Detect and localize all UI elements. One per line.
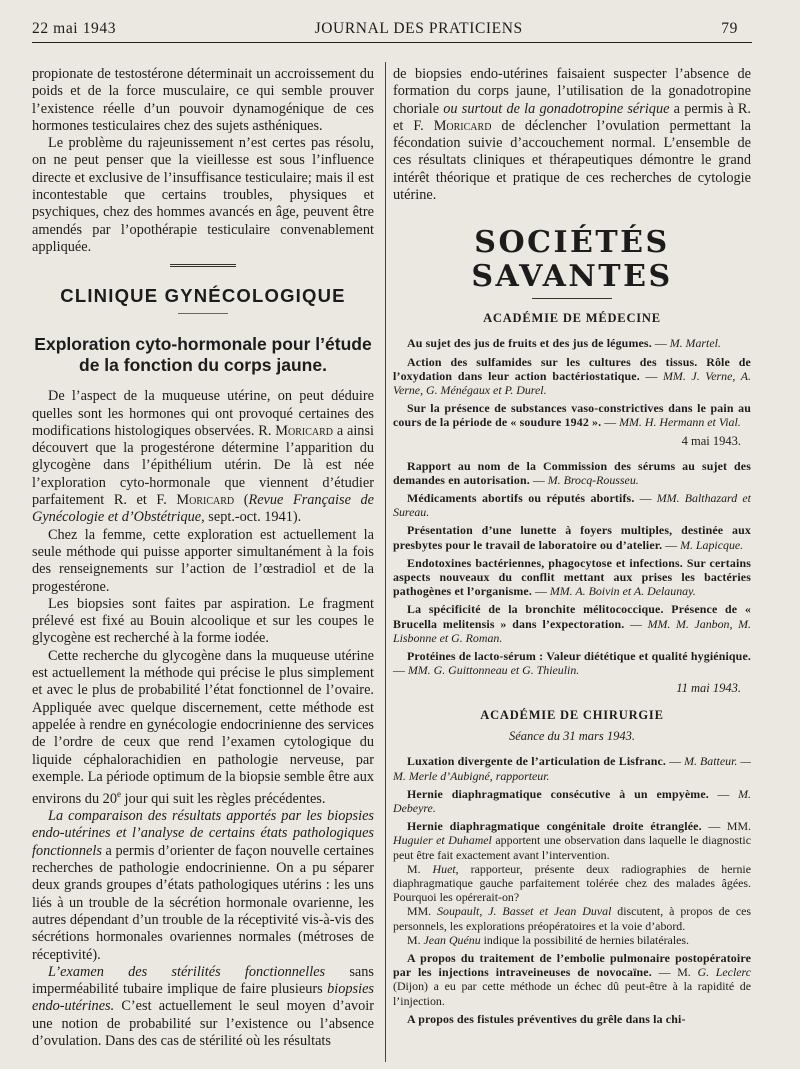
list-item: MM. Soupault, J. Basset et Jean Duval discutent, à propos de ces personnels, les explorations préopératoires et la voie d’abord.	[393, 904, 752, 933]
journal-title: JOURNAL DES PRATICIENS	[314, 20, 523, 37]
article-paragraph-5: La comparaison des résultats apportés par les biopsies endo-utérines et l’analyse de certains états pathologiques fonctionnels a permis d’orienter de façon nouvelle certaines recherches de pathologie endocrinienne. On a pu séparer deux grands groupes d’états pathologiques utérins : les uns liés à un trouble de la sécrétion hormonale ovarienne, les autres dépendant d’un trouble de la réceptivité vis-à-vis des sécrétions hormonales ovariennes normales (métroses de réceptivité).	[32, 808, 374, 963]
page-number: 79	[721, 20, 738, 37]
left-column	[32, 66, 374, 1050]
list-item: Au sujet des jus de fruits et des jus de légumes. — M. Martel.	[407, 336, 721, 351]
list-item: Hernie diaphragmatique consécutive à un empyème. — M. Debeyre.	[393, 786, 751, 816]
seance-date: Séance du 31 mars 1943.	[508, 729, 636, 744]
list-item: Endotoxines bactériennes, phagocytose et infections. Sur certains aspects nouveaux du conflit mettant aux prises les bactéries pathogènes et l’organisme. — MM. A. Boivin et A. Delaunay.	[393, 555, 751, 599]
list-item: Action des sulfamides sur les cultures des tissus. Rôle de l’oxydation dans leur action bactériostatique. — MM. J. Verne, A. Verne, G. Ménégaux et P. Durel.	[393, 354, 751, 397]
list-item: A propos du traitement de l’embolie pulmonaire postopératoire par les injections intraveineuses de novocaïne. — M. G. Leclerc (Dijon) a eu par cette méthode un échec dû peut-être à la rapidité de l’injection.	[393, 951, 752, 1008]
header-rule	[32, 42, 752, 43]
societes-heading: SOCIÉTÉS SAVANTES	[471, 225, 673, 295]
chirurgie-session	[393, 754, 751, 1026]
author-name: Moricard	[275, 422, 333, 439]
section-underline	[178, 313, 228, 314]
medecine-session-2	[393, 459, 751, 678]
right-column	[393, 66, 751, 1030]
continued-paragraph: de biopsies endo-utérines faisaient suspecter l’absence de formation du corps jaune, l’utilisation de la gonadotropine choriale ou surtout de la gonadotropine sérique a permis à R. et F. Moricard de déclencher l’ovulation permettant la fécondation suivie d’accouchement normal. L’ensemble de ces résultats cliniques et thérapeutiques démontre le grand intérêt théorique et pratique de ces recherches de cytologie utérine.	[393, 66, 751, 204]
intro-paragraph-2: Le problème du rajeunissement n’est certes pas résolu, on ne peut penser que la vieillesse est sous l’influence directe et exclusive de l’insuffisance testiculaire; mais il est incontestable que certains troubles, physiques et psychiques, chez des hommes avancés en âge, peuvent être amendés par l’opothérapie testiculaire convenablement appliquée.	[32, 135, 374, 255]
reference: Revue Française de Gynécologie et d’Obstétrique	[32, 492, 375, 526]
article-paragraph-1: De l’aspect de la muqueuse utérine, on peut déduire quelles sont les hormones qui ont provoqué certaines des modifications histologiques observées. R. Moricard a ainsi découvert que la progestérone détermine l’apparition du glycogène dans l’épithélium utérin. De là est née l’exploration cyto-hormonale que viennent d’étudier parfaitement R. et F. Moricard (Revue Française de Gynécologie et d’Obstétrique, sept.-oct. 1941).	[32, 388, 375, 526]
section-separator	[170, 264, 236, 267]
list-item: Sur la présence de substances vaso-constrictives dans le pain au cours de la période de « soudure 1942 ». — MM. H. Hermann et Vial.	[393, 401, 751, 430]
list-item: Présentation d’une lunette à foyers multiples, destinée aux presbytes pour le travail de laboratoire ou d’atelier. — M. Lapicque.	[393, 523, 751, 552]
list-item: La spécificité de la bronchite mélitococcique. Présence de « Brucella melitensis » dans l’expectoration. — MM. M. Janbon, M. Lisbonne et G. Roman.	[393, 602, 751, 645]
article-paragraph-3: Les biopsies sont faites par aspiration. Le fragment prélevé est fixé au Bouin alcoolique et sur les coupes le glycogène est recherché à la forme iodée.	[32, 595, 374, 647]
academie-medecine-heading: ACADÉMIE DE MÉDECINE	[483, 311, 661, 326]
session-date: 4 mai 1943.	[681, 433, 741, 448]
list-item: Médicaments abortifs ou réputés abortifs. — MM. Balthazard et Sureau.	[393, 491, 751, 520]
author-name: Moricard	[176, 492, 235, 509]
list-item: Protéines de lacto-sérum : Valeur diététique et qualité hygiénique. — MM. G. Guittonneau et G. Thieulin.	[393, 649, 751, 678]
section-heading: CLINIQUE GYNÉCOLOGIQUE	[60, 285, 346, 307]
list-item: Luxation divergente de l’articulation de Lisfranc. — M. Batteur. — M. Merle d’Aubigné, rapporteur.	[393, 754, 751, 783]
list-item: M. Huet, rapporteur, présente deux radiographies de hernie diaphragmatique gauche parfaitement tolérée chez des malades âgées. Pourquoi les opérerait-on?	[393, 861, 751, 905]
column-divider	[385, 62, 386, 1062]
article-paragraph-6: L’examen des stérilités fonctionnelles sans imperméabilité tubaire implique de faire plusieurs biopsies endo-utérines. C’est actuellement le seul moyen d’avoir une notion de probabilité sur l’existence ou l’absence d’ovulation. Dans des cas de stérilité où les résultats	[32, 963, 374, 1050]
medecine-session-1	[393, 336, 751, 429]
academie-chirurgie-heading: ACADÉMIE DE CHIRURGIE	[480, 708, 664, 723]
societes-underline	[532, 298, 612, 299]
author-name: Moricard	[433, 117, 492, 134]
list-item: A propos des fistules préventives du grêle dans la chi-	[407, 1011, 686, 1026]
list-item: Rapport au nom de la Commission des sérums au sujet des demandes en autorisation. — M. Brocq-Rousseu.	[393, 458, 751, 487]
article-paragraph-2: Chez la femme, cette exploration est actuellement la seule méthode qui puisse apporter simultanément à la fois des renseignements sur l’action de l’œstradiol et de la progestérone.	[32, 526, 374, 595]
article-title: Exploration cyto-hormonale pour l’étude de la fonction du corps jaune.	[34, 334, 372, 376]
page-header	[32, 14, 738, 38]
article-paragraph-4: Cette recherche du glycogène dans la muqueuse utérine est actuellement la méthode qui précise le plus simplement et avec le plus de probabilité l’état fonctionnel de l’ovaire. Appliquée avec quelque discernement, cette méthode est appelée à rendre en gynécologie endocrinienne des services de l’ordre de ceux que rend l’examen cytologique du liquide céphalorachidien en pathologie nerveuse, par exemple. La période optimum de la biopsie semble être aux environs du 20e jour qui suit les règles précédentes.	[32, 647, 374, 807]
session-date: 11 mai 1943.	[676, 681, 741, 696]
list-item: Hernie diaphragmatique congénitale droite étranglée. — MM. Huguier et Duhamel apportent une observation dans laquelle le diagnostic peut être fait exactement avant l’intervention.	[393, 819, 752, 862]
issue-date: 22 mai 1943	[32, 20, 117, 37]
intro-paragraph-1: propionate de testostérone déterminait un accroissement du poids et de la force musculaire, ce qui semble prouver l’existence réelle d’un pouvoir dynamogénique de ces hormones testiculaires chez des sujets asthéniques.	[32, 66, 374, 134]
list-item: M. Jean Quénu indique la possibilité de hernies bilatérales.	[407, 932, 690, 947]
